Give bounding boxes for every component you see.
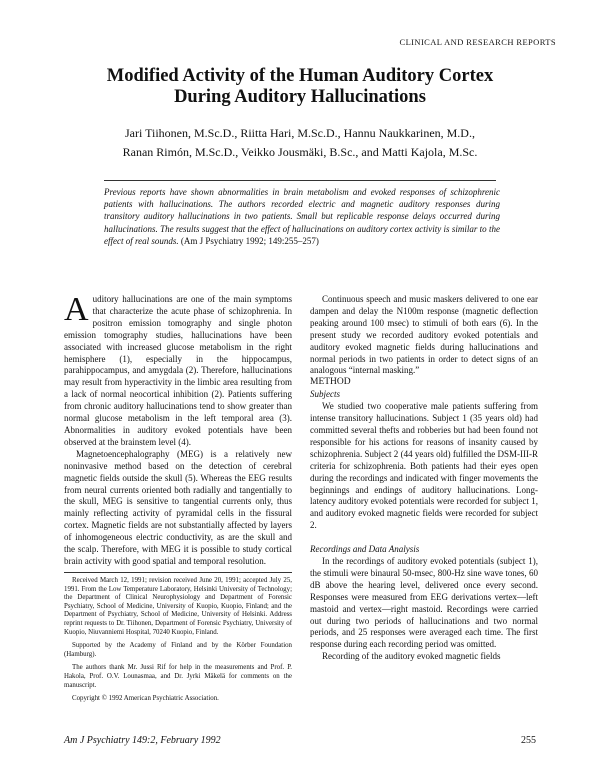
footnote-copyright: Copyright © 1992 American Psychiatric Association. <box>72 695 219 703</box>
abstract-citation: (Am J Psychiatry 1992; 149:255–257) <box>180 235 319 246</box>
abstract-rule <box>104 180 496 181</box>
footnote-received: Received March 12, 1991; revision received June 20, 1991; accepted July 25, 1991. From the Low Temperature Laboratory, Helsinki University of Technology; the Department of Clinical Neurophysiology and Department of Forensic Psychiatry, School of Medicine, University of Kuopio, Kuopio, Finland; and the Department of Psychiatry, School of Medicine, University of Helsinki. Address reprint requests to Dr. Tiihonen, Department of Forensic Psychiatry, University of Kuopio, Niuvanniemi Hospital, 70240 Kuopio, Finland. <box>64 577 292 636</box>
subjects-heading: Subjects <box>310 389 340 400</box>
left-column <box>64 291 292 568</box>
author-list <box>60 124 540 162</box>
abstract <box>104 186 500 247</box>
recordings-paragraph: In the recordings of auditory evoked potentials (subject 1), the stimuli were binaural 50-msec, 800-Hz sine wave tones, 60 dB above the hearing level, delivered once every second. Responses were measured from EEG derivations vertex—left mastoid and vertex—right mastoid. Recordings were carried out during two periods of hallucinations and two normal periods, and 25 responses were averaged each time. The first response during each recording period was omitted. <box>310 556 538 650</box>
footnote-thanks: The authors thank Mr. Jussi Rif for help in the measurements and Prof. P. Hakola, Prof. O.V. Lounasmaa, and Dr. Jyrki Mäkelä for comments on the manuscript. <box>64 664 292 689</box>
authors-line-2: Ranan Rimón, M.Sc.D., Veikko Jousmäki, B.Sc., and Matti Kajola, M.Sc. <box>122 145 478 159</box>
authors-line-1: Jari Tiihonen, M.Sc.D., Riitta Hari, M.Sc.D., Hannu Naukkarinen, M.D., <box>125 126 475 140</box>
intro-paragraph-1 <box>64 291 292 449</box>
footnotes <box>64 577 292 709</box>
recordings-heading: Recordings and Data Analysis <box>310 544 420 555</box>
magnetic-recording-paragraph: Recording of the auditory evoked magnetic fields <box>322 651 501 662</box>
journal-footer: Am J Psychiatry 149:2, February 1992 <box>64 735 221 746</box>
title-line-1: Modified Activity of the Human Auditory Cortex <box>106 66 494 86</box>
page-number: 255 <box>521 735 536 746</box>
article-title <box>60 66 540 108</box>
intro-paragraph-1-text: uditory hallucinations are one of the main symptoms that characterize the acute phase of schizophrenia. In positron emission tomography and single photon emission tomography studies, hallucinations have been associated with increased glucose metabolism in the right hemisphere (1), especially in the hippocampus, parahippocampus, and amygdala (2). Therefore, hallucinations may result from hyperactivity in the limbic area resulting from a lack of normal neocortical inhibition (2). Patients suffering from chronic auditory hallucinations tend to show greater than normal glucose metabolism in the left temporal area (3). Abnormalities in auditory evoked potentials have been observed at the brainstem level (4). <box>64 294 292 447</box>
footnote-support: Supported by the Academy of Finland and by the Körber Foundation (Hamburg). <box>64 642 292 658</box>
right-column <box>310 294 538 663</box>
abstract-text: Previous reports have shown abnormalities in brain metabolism and evoked responses of schizophrenic patients with hallucinations. The authors recorded electric and magnetic auditory responses during transitory auditory hallucinations in two patients. Small but replicable response delays occurred during hallucinations. The results suggest that the effect of hallucinations on auditory cortex activity is similar to the effect of real sounds. <box>104 187 500 246</box>
subjects-paragraph: We studied two cooperative male patients suffering from intense transitory hallucinations. Subject 1 (35 years old) had committed several thefts and robberies but had been found not responsible for his actions for reasons of insanity caused by schizophrenia. Subject 2 (44 years old) fulfilled the DSM-III-R criteria for schizophrenia. Both patients had their eyes open during the recordings and indicated with finger movements the beginnings and endings of auditory hallucinations. Long-latency auditory evoked potentials were recorded for subject 1, and auditory evoked magnetic fields were recorded for subject 2. <box>310 401 538 531</box>
intro-paragraph-3: Continuous speech and music maskers delivered to one ear dampen and delay the N100m response (magnetic deflection peaking around 100 msec) to stimuli of both ears (6). In the present study we recorded auditory evoked potentials and auditory evoked magnetic fields during hallucinations and normal periods in two patients in order to detect signs of an analogous “internal masking.” <box>310 294 538 376</box>
drop-cap: A <box>64 291 89 328</box>
title-line-2: During Auditory Hallucinations <box>174 87 426 107</box>
footnote-rule <box>64 572 292 573</box>
intro-paragraph-2: Magnetoencephalography (MEG) is a relatively new noninvasive method based on the detection of cerebral magnetic fields outside the skull (5). Whereas the EEG results from neural currents oriented both radially and tangentially to the skull, MEG is sensitive to tangential currents only, thus mainly reflecting activity of pyramidal cells in the fissural cortex. Magnetic fields are not substantially affected by layers of inhomogeneous electric conductivity, as are the skull and the scalp. Therefore, with MEG it is possible to study cortical brain activity with good spatial and temporal resolution. <box>64 448 292 566</box>
method-heading: METHOD <box>310 377 351 388</box>
running-head: CLINICAL AND RESEARCH REPORTS <box>399 37 556 47</box>
